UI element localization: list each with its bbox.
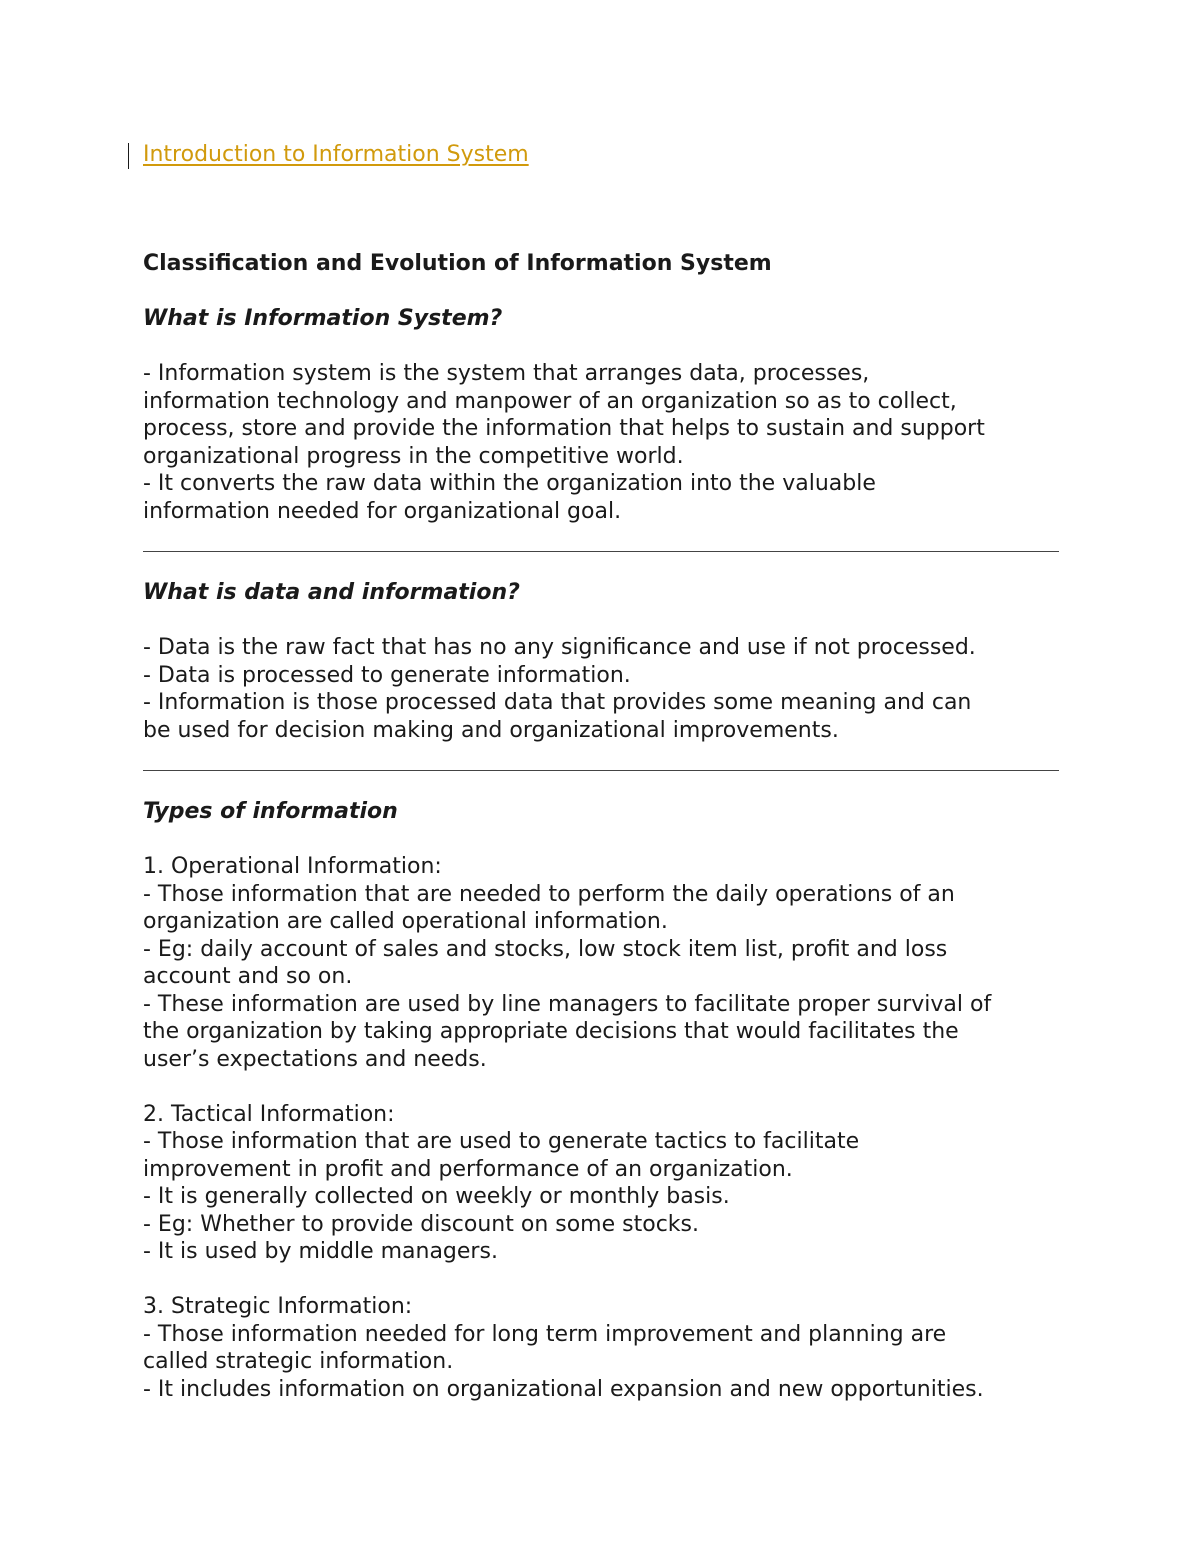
text-line: - Eg: Whether to provide discount on some stocks.	[143, 1211, 699, 1237]
text-line: improvement in profit and performance of an organization.	[143, 1156, 793, 1182]
text-line: - It is used by middle managers.	[143, 1239, 498, 1264]
text-line: - Information system is the system that arranges data, processes,	[143, 361, 870, 386]
text-line: user’s expectations and needs.	[143, 1046, 487, 1072]
item-title-tactical: 2. Tactical Information:	[143, 1101, 395, 1127]
text-line: - Those information that are used to generate tactics to facilitate	[143, 1129, 860, 1154]
text-cursor	[128, 143, 129, 169]
section-heading-data-information: What is data and information?	[143, 580, 520, 605]
document-body	[143, 250, 1073, 1403]
horizontal-rule	[143, 770, 1059, 771]
text-line: - It includes information on organizational expansion and new opportunities.	[143, 1376, 984, 1402]
text-line: - These information are used by line managers to facilitate proper survival of	[143, 991, 992, 1017]
paragraph-gap	[143, 1073, 1073, 1101]
text-line: called strategic information.	[143, 1349, 454, 1374]
text-line: - Data is processed to generate information.	[143, 662, 631, 688]
text-line: be used for decision making and organizational improvements.	[143, 717, 839, 743]
text-line: information needed for organizational goal.	[143, 498, 622, 524]
text-line: - Data is the raw fact that has no any significance and use if not processed.	[143, 635, 976, 660]
horizontal-rule	[143, 551, 1059, 552]
text-line: - Information is those processed data that provides some meaning and can	[143, 690, 972, 715]
text-line: the organization by taking appropriate decisions that would facilitates the	[143, 1019, 959, 1044]
section-heading-types-of-information: Types of information	[143, 799, 398, 824]
text-line: - Those information needed for long term improvement and planning are	[143, 1321, 947, 1347]
text-line: - Eg: daily account of sales and stocks, low stock item list, profit and loss	[143, 936, 948, 962]
intro-link[interactable]: Introduction to Information System	[143, 142, 529, 167]
text-line: information technology and manpower of an organization so as to collect,	[143, 388, 957, 414]
item-title-strategic: 3. Strategic Information:	[143, 1294, 413, 1319]
text-line: organizational progress in the competitive world.	[143, 443, 684, 469]
paragraph-gap	[143, 1266, 1073, 1294]
text-line: - It is generally collected on weekly or monthly basis.	[143, 1184, 730, 1209]
item-title-operational: 1. Operational Information:	[143, 854, 442, 879]
text-line: organization are called operational information.	[143, 909, 668, 934]
text-line: - It converts the raw data within the organization into the valuable	[143, 471, 876, 496]
document-title: Classification and Evolution of Information System	[143, 251, 772, 276]
text-line: process, store and provide the information that helps to sustain and support	[143, 416, 985, 441]
text-line: - Those information that are needed to perform the daily operations of an	[143, 881, 955, 907]
section-heading-information-system: What is Information System?	[143, 306, 503, 331]
text-line: account and so on.	[143, 964, 353, 989]
